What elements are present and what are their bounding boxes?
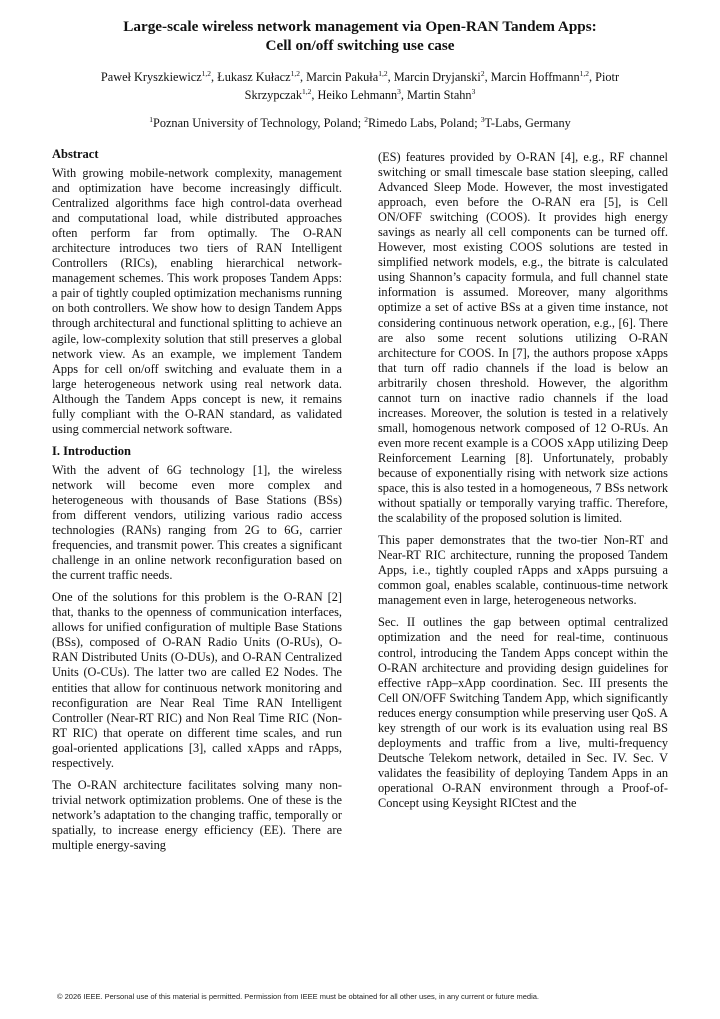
author-name: Marcin Hoffmann: [490, 70, 580, 84]
affiliations: $^1$Poznan University of Technology, Poland; $^2$Rimedo Labs, Poland; $^3$T-Labs, Germany: [149, 114, 571, 130]
affiliation-marker: 2: [364, 114, 368, 124]
author-name: Skrzypczak: [244, 88, 303, 102]
affiliation-marker: 1,2: [201, 68, 212, 78]
author-name: Heiko Lehmann: [317, 88, 398, 102]
affiliation-marker: 1,2: [302, 86, 312, 96]
right-column: [378, 150, 668, 818]
title-line-1: Large-scale wireless network management via Open-RAN Tandem Apps:: [123, 18, 597, 35]
affiliation-marker: 1: [149, 114, 153, 124]
affiliation-marker: 1,2: [579, 68, 589, 78]
abstract-text: With growing mobile-network complexity, management and optimization have become increasingly difficult. Centralized algorithms face high control-data overhead and computational load, while distributed approaches often perform far from optimally. The O-RAN architecture introduces two tiers of RAN Intelligent Controllers (RICs), enabling hierarchical network-management schemes. This work proposes Tandem Apps: a pair of tightly coupled optimization mechanisms running on both controllers. We show how to design Tandem Apps through architectural and functional splitting to achieve an agile, low-complexity solution that still preserves a global network view. As an example, we implement Tandem Apps for cell on/off switching and evaluate them in a large heterogeneous network using real network data. Although the Tandem Apps concept is new, it remains fully compliant with the O-RAN standard, as validated using commercial network software.: [52, 166, 342, 436]
body-paragraph: (ES) features provided by O-RAN [4], e.g., RF channel switching or small timescale base station sleeping, called Advanced Sleep Mode. However, the most investigated approach, even before the O-RAN era [5], is Cell ON/OFF switching (COOS). It provides high energy savings as nearly all cell components can be turned off. However, most existing COOS solutions are tested in simplified network models, e.g., the bitrate is calculated using Shannon’s capacity formula, and full channel state information is assumed. Moreover, many algorithms optimize a set of active BSs at a given time instance, not considering continuous network operation, e.g., [6]. There are also some recent solutions utilizing O-RAN architecture for COOS. In [7], the authors propose xApps that turn off radio channels if the load is below an arbitrarily chosen threshold. However, the algorithm cannot turn on inactive radio channels if the load increases. Moreover, the solution is tested in a relatively small, homogenous network composed of 12 O-RUs. An even more recent example is a COOS xApp utilizing Deep Reinforcement Learning [8]. Unfortunately, probably because of exponentially rising with network size actions space, this is also tested in a homogeneous, 7 BSs network without spatially or temporally varying traffic. Therefore, the scalability of the proposed solution is limited.: [378, 150, 668, 526]
section-heading-introduction: I. Introduction: [52, 443, 131, 458]
intro-paragraph: One of the solutions for this problem is the O-RAN [2] that, thanks to the openness of communication interfaces, allows for unified configuration of multiple Base Stations (BSs), composed of O-RAN Radio Units (O-RUs), O-RAN Distributed Units (O-DUs), and O-RAN Centralized Units (O-CUs). The latter two are called E2 Nodes. The entities that allow for continuous network monitoring and reconfiguration are Near Real Time RAN Intelligent Controller (Near-RT RIC) and Non Real Time RIC (Non-RT RIC) that operate on different time scales, and run goal-oriented applications [3], called xApps and rApps, respectively.: [52, 590, 342, 770]
author-list: [40, 68, 680, 104]
affiliation-marker: 3: [397, 86, 401, 96]
author-line-1: Paweł Kryszkiewicz$^{1,2}$, Łukasz Kułacz$^{1,2}$, Marcin Pakuła$^{1,2}$, Marcin Dryjanski$^2$, Marcin Hoffmann$^{1,2}$, Piotr: [100, 68, 620, 84]
author-name: Paweł Kryszkiewicz: [100, 70, 202, 84]
abstract-heading: Abstract: [52, 147, 99, 161]
author-name: Martin Stahn: [407, 88, 472, 102]
author-name: Piotr: [595, 70, 620, 84]
author-name: Łukasz Kułacz: [217, 70, 291, 84]
body-paragraph: This paper demonstrates that the two-tier Non-RT and Near-RT RIC architecture, running the proposed Tandem Apps, i.e., tightly coupled rApps and xApps pursuing a common goal, enables scalable, continuous-time network management even in large, heterogeneous networks.: [378, 533, 668, 608]
affiliation-marker: 3: [471, 86, 476, 96]
author-name: Marcin Pakuła: [306, 70, 379, 84]
intro-paragraph: The O-RAN architecture facilitates solving many non-trivial network optimization problems. One of these is the network’s adaptation to the changing traffic, temporally or spatially, to increase energy efficiency (EE). There are multiple energy-saving: [52, 777, 342, 852]
affiliation-marker: 1,2: [378, 68, 388, 78]
paper-title: [40, 17, 680, 55]
affiliation-marker: 3: [480, 114, 485, 124]
body-paragraph: Sec. II outlines the gap between optimal centralized optimization and the need for real-time, continuous control, introducing the Tandem Apps concept within the O-RAN architecture and providing design guidelines for effective rApp–xApp coordination. Sec. III presents the Cell ON/OFF Switching Tandem App, which significantly reduces energy consumption while preserving user QoS. A key strength of our work is its evaluation using real BS deployments and traffic from a live, multi-frequency Deutsche Telekom network, detailed in Sec. IV. Sec. V validates the feasibility of deploying Tandem Apps in an operational O-RAN environment through a Proof-of-Concept using Keysight RICtest and the: [378, 615, 668, 810]
affiliation-name: Poznan University of Technology, Poland: [152, 116, 358, 130]
affiliation-name: Rimedo Labs, Poland: [367, 116, 475, 130]
intro-paragraph: With the advent of 6G technology [1], the wireless network will become even more complex and heterogeneous with thousands of Base Stations (BSs) from different vendors, utilizing various radio access technologies (RANs) ranging from 2G to 6G, carrier frequencies, and transmit power. This creates a significant challenge in an online network reconfiguration based on the current traffic needs.: [52, 462, 342, 583]
left-column: [52, 147, 342, 860]
author-line-2: Skrzypczak$^{1,2}$, Heiko Lehmann$^3$, Martin Stahn$^3$: [244, 86, 476, 102]
copyright-footer: © 2026 IEEE. Personal use of this material is permitted. Permission from IEEE must be obtained for all other uses, in any current or future media.: [57, 992, 539, 1001]
author-name: Marcin Dryjanski: [393, 70, 481, 84]
affiliation-marker: 1,2: [290, 68, 300, 78]
title-line-2: Cell on/off switching use case: [265, 37, 455, 54]
affiliation-marker: 2: [480, 68, 485, 78]
affiliation-name: T-Labs, Germany: [484, 116, 571, 130]
